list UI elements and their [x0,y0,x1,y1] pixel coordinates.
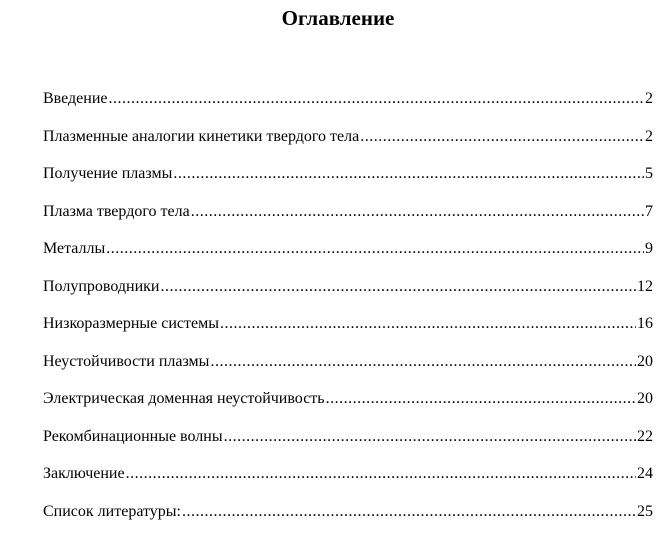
toc-entry-label: Заключение [43,464,125,484]
dot-leader [191,202,644,222]
toc-entry-page: 5 [645,164,653,184]
dot-leader [360,127,644,147]
toc-entry-page: 2 [645,89,653,109]
toc-entry-electric-domain-instability [43,389,653,427]
dot-leader [109,89,645,109]
dot-leader [182,502,636,522]
toc-entry-page: 22 [637,427,653,447]
toc-entry-label: Введение [43,89,108,109]
dot-leader [210,352,636,372]
table-of-contents [43,89,653,539]
dot-leader [173,164,644,184]
toc-entry-recombination-waves [43,427,653,465]
toc-entry-label: Список литературы: [43,502,181,522]
toc-entry-solid-state-plasma [43,202,653,240]
toc-entry-page: 20 [637,352,653,372]
toc-entry-label: Плазма твердого тела [43,202,190,222]
toc-entry-label: Неустойчивости плазмы [43,352,209,372]
toc-entry-metals [43,239,653,277]
toc-entry-page: 24 [637,464,653,484]
toc-entry-plasma-generation [43,164,653,202]
toc-entry-page: 20 [637,389,653,409]
toc-entry-label: Электрическая доменная неустойчивость [43,389,325,409]
dot-leader [224,427,636,447]
toc-entry-label: Получение плазмы [43,164,172,184]
toc-entry-conclusion [43,464,653,502]
dot-leader [126,464,636,484]
toc-entry-label: Полупроводники [43,277,159,297]
toc-entry-page: 2 [645,127,653,147]
toc-entry-label: Плазменные аналогии кинетики твердого тела [43,127,359,147]
toc-entry-introduction [43,89,653,127]
toc-entry-label: Низкоразмерные системы [43,314,219,334]
toc-entry-plasma-instabilities [43,352,653,390]
dot-leader [326,389,636,409]
toc-entry-label: Рекомбинационные волны [43,427,223,447]
toc-entry-label: Металлы [43,239,105,259]
toc-title: Оглавление [0,5,666,31]
dot-leader [160,277,636,297]
dot-leader [220,314,636,334]
toc-entry-page: 16 [637,314,653,334]
dot-leader [106,239,644,259]
toc-entry-page: 12 [637,277,653,297]
toc-entry-page: 9 [645,239,653,259]
toc-entry-semiconductors [43,277,653,315]
toc-entry-page: 25 [637,502,653,522]
toc-entry-page: 7 [645,202,653,222]
toc-entry-plasma-analogies [43,127,653,165]
toc-entry-low-dimensional-systems [43,314,653,352]
toc-entry-references [43,502,653,539]
